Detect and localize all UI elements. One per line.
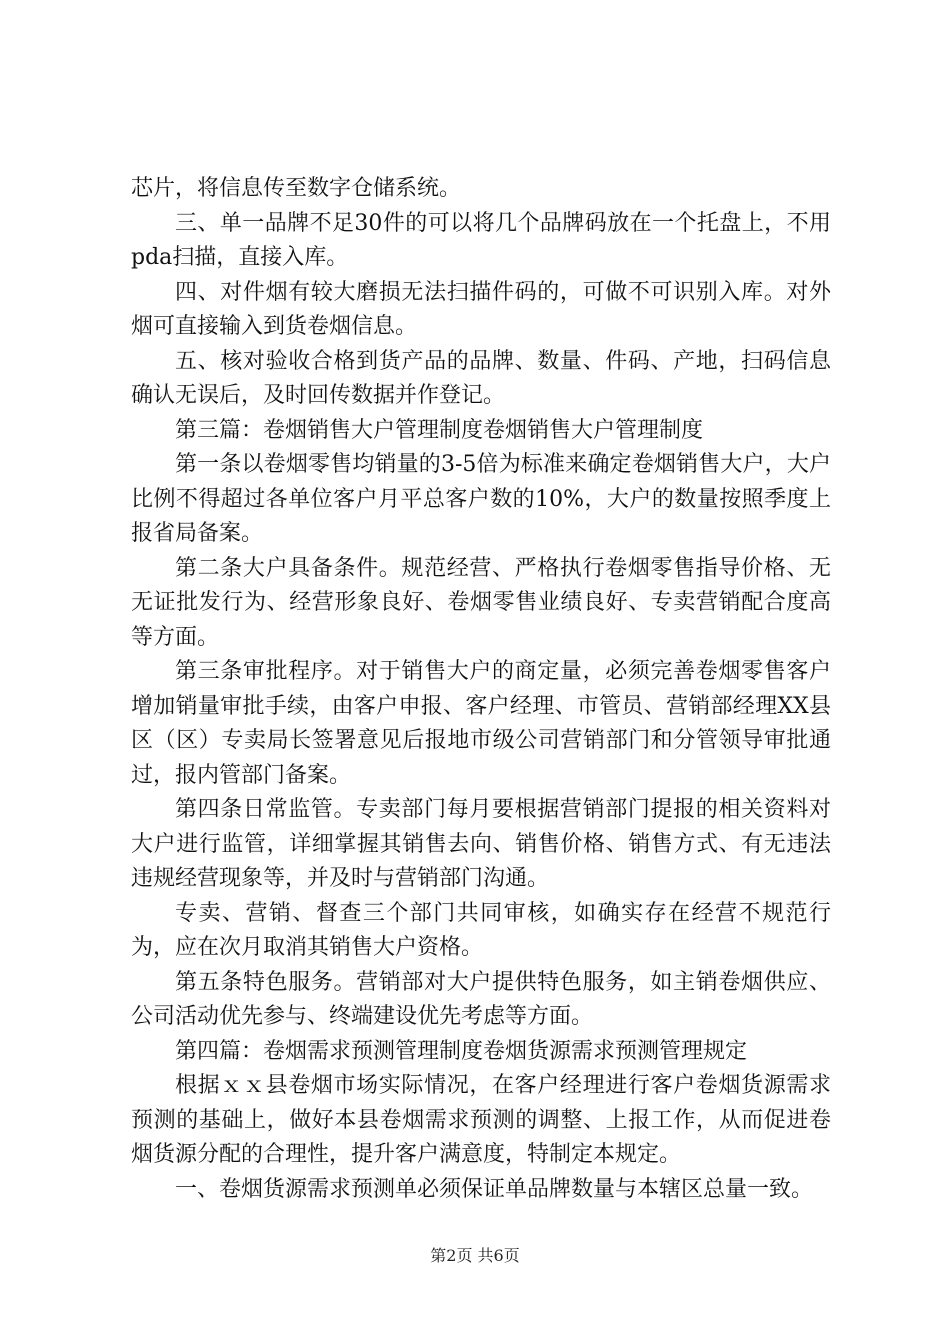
paragraph: 五、核对验收合格到货产品的品牌、数量、件码、产地，扫码信息确认无误后，及时回传数据并作登记。 (131, 348, 831, 408)
paragraph: 第五条特色服务。营销部对大户提供特色服务，如主销卷烟供应、公司活动优先参与、终端建设优先考虑等方面。 (131, 969, 831, 1029)
paragraph: 根据ｘｘ县卷烟市场实际情况，在客户经理进行客户卷烟货源需求预测的基础上，做好本县卷烟需求预测的调整、上报工作，从而促进卷烟货源分配的合理性，提升客户满意度，特制定本规定。 (131, 1073, 831, 1167)
paragraph-continuation: 芯片，将信息传至数字仓储系统。 (131, 176, 462, 201)
paragraph: 三、单一品牌不足30件的可以将几个品牌码放在一个托盘上，不用pda扫描，直接入库。 (131, 210, 831, 270)
paragraph: 第一条以卷烟零售均销量的3-5倍为标准来确定卷烟销售大户，大户比例不得超过各单位客户月平总客户数的10%，大户的数量按照季度上报省局备案。 (131, 452, 831, 546)
paragraph: 第二条大户具备条件。规范经营、严格执行卷烟零售指导价格、无无证批发行为、经营形象良好、卷烟零售业绩良好、专卖营销配合度高等方面。 (131, 555, 831, 650)
section-heading: 第三篇：卷烟销售大户管理制度卷烟销售大户管理制度 (175, 417, 704, 443)
paragraph: 第四条日常监管。专卖部门每月要根据营销部门提报的相关资料对大户进行监管，详细掌握其销售去向、销售价格、销售方式、有无违法违规经营现象等，并及时与营销部门沟通。 (131, 797, 831, 891)
paragraph: 四、对件烟有较大磨损无法扫描件码的，可做不可识别入库。对外烟可直接输入到货卷烟信息。 (131, 279, 831, 339)
paragraph: 第三条审批程序。对于销售大户的商定量，必须完善卷烟零售客户增加销量审批手续，由客户申报、客户经理、市管员、营销部经理XX县区（区）专卖局长签署意见后报地市级公司营销部门和分管领导审批通过，报内管部门备案。 (131, 659, 831, 788)
section-heading: 第四篇：卷烟需求预测管理制度卷烟货源需求预测管理规定 (175, 1038, 748, 1064)
document-body (131, 172, 831, 1207)
paragraph: 专卖、营销、督查三个部门共同审核，如确实存在经营不规范行为，应在次月取消其销售大户资格。 (131, 900, 831, 960)
paragraph: 一、卷烟货源需求预测单必须保证单品牌数量与本辖区总量一致。 (175, 1176, 814, 1202)
page-number: 第2页 共6页 (430, 1246, 520, 1265)
